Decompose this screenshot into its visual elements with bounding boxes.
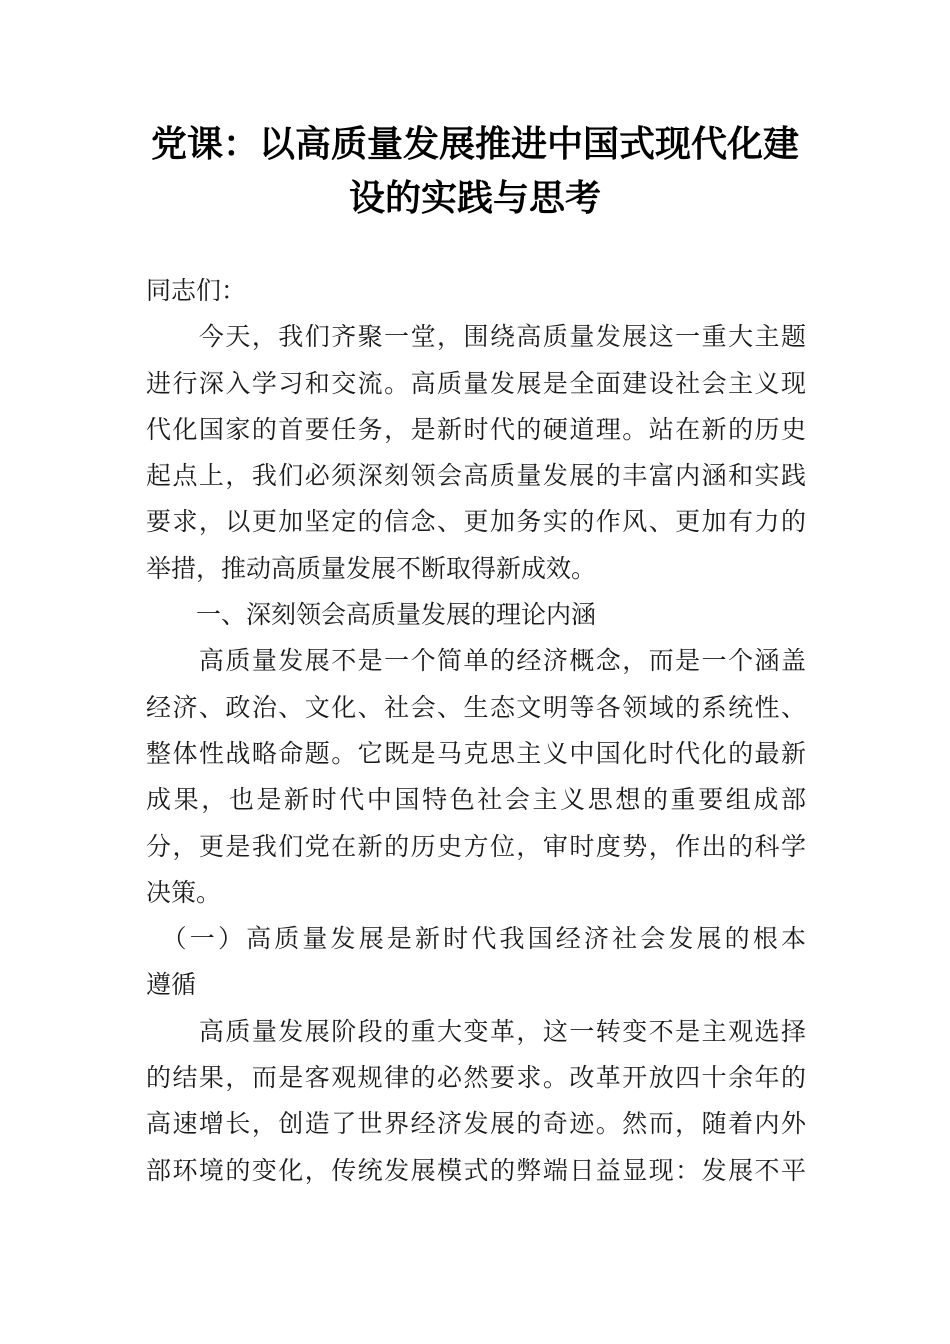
section-heading-1	[146, 592, 806, 638]
paragraph-intro	[146, 314, 806, 592]
document-title	[0, 118, 950, 226]
text-line: 进行深入学习和交流。高质量发展是全面建设社会主义现	[146, 368, 806, 398]
text-line: 整体性战略命题。它既是马克思主义中国化时代化的最新	[146, 738, 806, 768]
paragraph-2	[146, 638, 806, 916]
text-line: 的结果，而是客观规律的必然要求。改革开放四十余年的	[146, 1063, 806, 1093]
heading-line: 遵循	[146, 970, 197, 1000]
salutation: 同志们：	[146, 276, 247, 305]
text-line: 分，更是我们党在新的历史方位，审时度势，作出的科学	[146, 831, 806, 861]
heading-line: 一、深刻领会高质量发展的理论内涵	[146, 600, 597, 630]
paragraph-3	[146, 1009, 806, 1194]
text-line: 今天，我们齐聚一堂，围绕高质量发展这一重大主题	[146, 322, 806, 352]
text-line: 举措，推动高质量发展不断取得新成效。	[146, 553, 597, 583]
document-body	[146, 268, 806, 1194]
title-line-1: 党课：以高质量发展推进中国式现代化建	[150, 124, 799, 165]
text-line: 代化国家的首要任务，是新时代的硬道理。站在新的历史	[146, 414, 806, 444]
title-line-2: 设的实践与思考	[348, 178, 601, 219]
subsection-heading-1-1	[146, 916, 806, 1009]
text-line: 起点上，我们必须深刻领会高质量发展的丰富内涵和实践	[146, 461, 806, 491]
text-line: 高质量发展不是一个简单的经济概念，而是一个涵盖	[146, 646, 806, 676]
text-line: 部环境的变化，传统发展模式的弊端日益显现：发展不平	[146, 1155, 806, 1185]
text-line: 经济、政治、文化、社会、生态文明等各领域的系统性、	[146, 692, 806, 722]
text-line: 高速增长，创造了世界经济发展的奇迹。然而，随着内外	[146, 1109, 806, 1139]
text-line: 决策。	[146, 877, 222, 907]
text-line: 要求，以更加坚定的信念、更加务实的作风、更加有力的	[146, 507, 806, 537]
text-line: 成果，也是新时代中国特色社会主义思想的重要组成部	[146, 785, 806, 815]
text-line: 高质量发展阶段的重大变革，这一转变不是主观选择	[146, 1016, 806, 1046]
heading-line: （一）高质量发展是新时代我国经济社会发展的根本	[146, 924, 806, 954]
